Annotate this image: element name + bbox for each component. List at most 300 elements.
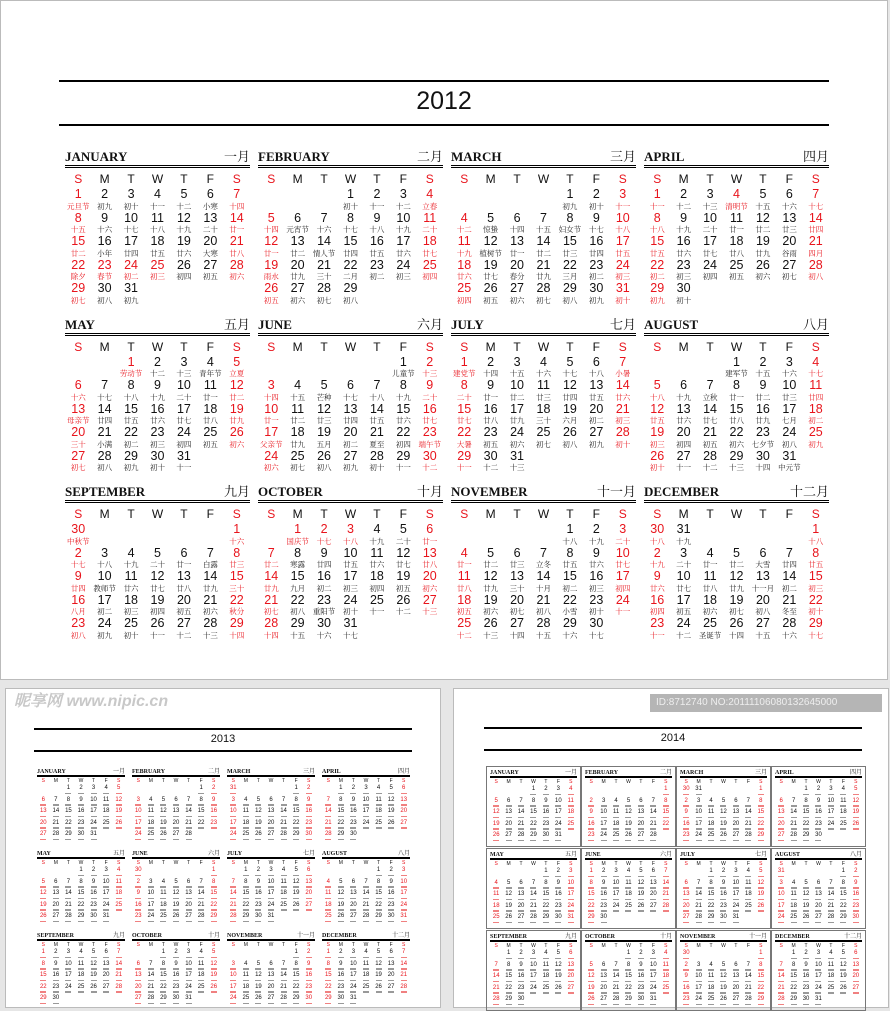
day-cell bbox=[277, 820, 290, 832]
lunar-mark bbox=[186, 839, 192, 841]
lunar-date: 小年 bbox=[97, 248, 113, 258]
weekday-label: M bbox=[485, 507, 496, 521]
lunar-mark bbox=[663, 958, 669, 960]
day-cell bbox=[515, 903, 527, 915]
day-number: 7 bbox=[746, 797, 751, 804]
lunar-date: 廿五 bbox=[369, 416, 385, 425]
day-number: 10 bbox=[782, 378, 797, 392]
lunar-date: 教师节 bbox=[93, 583, 116, 593]
id-watermark: ID:8712740 NO:20111106080132645000 bbox=[650, 694, 882, 712]
day-number: 23 bbox=[650, 616, 665, 630]
day-cell bbox=[171, 547, 197, 571]
day-number: 28 bbox=[185, 831, 192, 837]
lunar-mark bbox=[40, 968, 46, 970]
lunar-date: 二十 bbox=[702, 225, 718, 234]
day-cell bbox=[451, 594, 477, 618]
day-cell bbox=[515, 985, 527, 997]
day-cell bbox=[385, 972, 398, 984]
day-number: 6 bbox=[307, 867, 311, 873]
day-number: 19 bbox=[337, 901, 345, 908]
weekday-label: S bbox=[212, 942, 216, 948]
day-cell bbox=[144, 356, 170, 380]
lunar-date: 初六 bbox=[229, 272, 245, 281]
weekday-label: T bbox=[320, 507, 328, 521]
lunar-mark bbox=[230, 991, 236, 993]
day-number: 11 bbox=[493, 891, 500, 897]
lunar-mark bbox=[758, 794, 764, 796]
day-number: 24 bbox=[90, 819, 97, 826]
day-cell bbox=[583, 212, 609, 236]
lunar-date: 初十 bbox=[369, 463, 385, 472]
day-cell bbox=[504, 259, 530, 283]
day-cell bbox=[118, 547, 144, 571]
day-number: 19 bbox=[150, 592, 165, 607]
lunar-date: 初九 bbox=[588, 439, 604, 449]
day-number: 22 bbox=[343, 257, 358, 272]
day-number: 7 bbox=[402, 949, 406, 955]
day-number: 19 bbox=[90, 972, 97, 978]
lunar-date: 初七 bbox=[535, 295, 551, 305]
day-number: 24 bbox=[703, 257, 718, 272]
weekday-label: F bbox=[592, 172, 601, 186]
day-number: 4 bbox=[812, 354, 820, 369]
lunar-mark bbox=[306, 793, 312, 795]
lunar-date: 白露 bbox=[202, 560, 218, 569]
lunar-mark bbox=[103, 991, 109, 993]
day-cell bbox=[803, 188, 829, 212]
weekday-label: T bbox=[513, 339, 521, 354]
day-cell bbox=[692, 809, 704, 821]
day-cell bbox=[322, 972, 335, 984]
day-cell bbox=[207, 984, 220, 996]
day-number: 18 bbox=[324, 901, 332, 908]
weekday-label: W bbox=[363, 860, 369, 866]
day-number: 20 bbox=[852, 973, 860, 979]
day-cell bbox=[258, 212, 284, 236]
weekday-label: T bbox=[351, 860, 355, 866]
day-number: 6 bbox=[426, 522, 434, 536]
lunar-date: 廿八 bbox=[728, 416, 744, 425]
weekday-label: T bbox=[734, 779, 738, 785]
day-number: 17 bbox=[676, 592, 691, 607]
day-number: 29 bbox=[707, 914, 715, 920]
lunar-mark bbox=[625, 817, 631, 819]
empty-cell bbox=[776, 282, 802, 306]
day-number: 4 bbox=[161, 878, 166, 885]
lunar-mark bbox=[758, 969, 764, 971]
day-number: 12 bbox=[505, 891, 512, 897]
empty-cell bbox=[385, 831, 398, 843]
month-header bbox=[585, 933, 672, 942]
day-cell bbox=[610, 798, 622, 810]
lunar-mark bbox=[601, 910, 607, 912]
day-number: 15 bbox=[160, 972, 167, 978]
day-cell bbox=[723, 188, 749, 212]
day-cell bbox=[100, 890, 113, 902]
lunar-mark bbox=[53, 968, 59, 970]
lunar-mark bbox=[186, 980, 192, 982]
lunar-mark bbox=[293, 957, 299, 959]
day-cell bbox=[265, 890, 278, 902]
lunar-mark bbox=[803, 958, 809, 960]
day-cell bbox=[258, 282, 284, 306]
day-number: 8 bbox=[841, 879, 846, 886]
weekday-label: T bbox=[282, 778, 286, 784]
day-number: 8 bbox=[233, 545, 241, 560]
weekday-label: T bbox=[282, 942, 286, 948]
day-number: 7 bbox=[494, 961, 498, 968]
day-number: 12 bbox=[483, 569, 498, 583]
day-number: 21 bbox=[52, 819, 60, 826]
lunar-date: 初六 bbox=[702, 607, 718, 616]
day-cell bbox=[585, 891, 597, 903]
lunar-date: 十六 bbox=[316, 225, 332, 234]
day-number: 4 bbox=[829, 950, 833, 956]
day-cell bbox=[775, 996, 787, 1008]
day-cell bbox=[742, 903, 754, 915]
day-cell bbox=[552, 832, 564, 844]
day-cell bbox=[585, 809, 597, 821]
day-number: 8 bbox=[399, 378, 407, 392]
lunar-mark bbox=[758, 899, 764, 901]
day-number: 19 bbox=[562, 401, 577, 416]
lunar-mark bbox=[555, 981, 561, 983]
weekday-label: T bbox=[734, 943, 738, 949]
lunar-mark bbox=[160, 1003, 166, 1005]
day-number: 26 bbox=[483, 281, 498, 295]
day-cell bbox=[850, 821, 862, 833]
lunar-mark bbox=[530, 805, 536, 807]
day-number: 18 bbox=[77, 972, 85, 978]
day-cell bbox=[850, 962, 862, 974]
day-cell bbox=[850, 880, 862, 892]
day-number: 1 bbox=[294, 522, 302, 536]
day-cell bbox=[490, 798, 502, 810]
day-cell bbox=[597, 880, 609, 892]
empty-cell bbox=[277, 785, 290, 797]
day-number: 29 bbox=[650, 281, 665, 295]
lunar-mark bbox=[650, 876, 656, 878]
day-cell bbox=[775, 962, 787, 974]
day-number: 29 bbox=[505, 996, 512, 1002]
day-grid bbox=[680, 950, 767, 1008]
day-number: 17 bbox=[267, 890, 275, 896]
lunar-date: 初五 bbox=[483, 295, 499, 305]
lunar-mark bbox=[325, 991, 331, 993]
lunar-mark bbox=[613, 910, 619, 912]
month-header bbox=[132, 768, 220, 777]
lunar-date: 廿二 bbox=[535, 248, 551, 258]
day-cell bbox=[360, 984, 373, 996]
lunar-mark bbox=[338, 804, 344, 806]
weekday-label: W bbox=[268, 942, 274, 948]
lunar-date: 十三 bbox=[509, 463, 525, 472]
weekday-label: T bbox=[66, 942, 70, 948]
day-cell bbox=[37, 972, 50, 984]
day-number: 1 bbox=[759, 950, 763, 956]
day-number: 3 bbox=[66, 949, 71, 955]
weekday-row bbox=[65, 336, 250, 356]
day-number: 20 bbox=[510, 592, 525, 607]
day-cell bbox=[660, 891, 672, 903]
weekday-row bbox=[451, 336, 636, 356]
month-name: DECEMBER bbox=[775, 934, 810, 940]
day-cell bbox=[182, 984, 195, 996]
day-cell bbox=[755, 868, 767, 880]
month-chinese-name: 十月 bbox=[207, 933, 220, 939]
day-number: 26 bbox=[210, 983, 218, 990]
lunar-mark bbox=[65, 968, 71, 970]
lunar-mark bbox=[293, 898, 299, 900]
day-cell bbox=[100, 785, 113, 797]
day-number: 24 bbox=[147, 913, 155, 919]
lunar-date: 除夕 bbox=[70, 272, 86, 281]
day-number: 6 bbox=[734, 797, 738, 804]
lunar-mark bbox=[376, 898, 382, 900]
day-number: 26 bbox=[292, 901, 300, 908]
weekday-row bbox=[490, 860, 577, 868]
day-cell bbox=[224, 403, 250, 427]
day-cell bbox=[337, 259, 363, 283]
lunar-mark bbox=[683, 887, 689, 889]
weekday-label: S bbox=[684, 943, 688, 949]
lunar-mark bbox=[543, 817, 549, 819]
day-number: 24 bbox=[134, 831, 142, 837]
day-cell bbox=[825, 821, 837, 833]
lunar-date: 廿四 bbox=[342, 248, 358, 258]
day-number: 18 bbox=[703, 592, 718, 607]
lunar-mark bbox=[281, 804, 287, 806]
day-cell bbox=[240, 808, 253, 820]
weekday-label: F bbox=[206, 507, 215, 521]
day-cell bbox=[397, 913, 410, 925]
day-number: 26 bbox=[483, 616, 498, 630]
lunar-mark bbox=[135, 968, 141, 970]
lunar-mark bbox=[186, 804, 192, 806]
day-cell bbox=[347, 984, 360, 996]
lunar-mark bbox=[708, 922, 714, 924]
day-number: 19 bbox=[555, 973, 562, 979]
day-number: 20 bbox=[732, 984, 740, 991]
day-cell bbox=[390, 570, 416, 594]
empty-cell bbox=[800, 868, 812, 880]
lunar-mark bbox=[281, 886, 287, 888]
day-cell bbox=[87, 890, 100, 902]
empty-cell bbox=[277, 949, 290, 961]
day-number: 11 bbox=[707, 809, 715, 815]
day-number: 29 bbox=[729, 448, 744, 463]
day-cell bbox=[347, 797, 360, 809]
day-number: 12 bbox=[720, 973, 727, 979]
weekday-row bbox=[585, 860, 672, 868]
day-cell bbox=[610, 821, 622, 833]
day-cell bbox=[742, 821, 754, 833]
day-cell bbox=[530, 235, 556, 259]
day-cell bbox=[776, 570, 802, 594]
month-december bbox=[644, 485, 829, 641]
empty-cell bbox=[750, 523, 776, 547]
day-number: 12 bbox=[555, 961, 562, 968]
day-number: 28 bbox=[745, 996, 752, 1002]
lunar-mark bbox=[828, 992, 834, 994]
day-cell bbox=[290, 785, 303, 797]
day-number: 28 bbox=[65, 913, 72, 919]
lunar-mark bbox=[230, 816, 236, 818]
lunar-mark bbox=[211, 957, 217, 959]
day-cell bbox=[100, 961, 113, 973]
day-number: 20 bbox=[600, 984, 607, 991]
day-grid bbox=[322, 785, 410, 843]
day-cell bbox=[337, 188, 363, 212]
weekday-label: W bbox=[537, 507, 550, 521]
lunar-date: 十八 bbox=[97, 560, 113, 569]
day-cell bbox=[335, 902, 348, 914]
lunar-mark bbox=[306, 816, 312, 818]
empty-cell bbox=[322, 867, 335, 879]
empty-cell bbox=[284, 356, 310, 380]
day-number: 4 bbox=[244, 960, 248, 967]
day-number: 30 bbox=[483, 448, 498, 463]
day-cell bbox=[277, 831, 290, 843]
month-name: DECEMBER bbox=[322, 933, 357, 939]
lunar-mark bbox=[518, 910, 524, 912]
lunar-date: 十一 bbox=[176, 463, 192, 472]
weekday-label: S bbox=[589, 861, 593, 867]
lunar-mark bbox=[338, 816, 344, 818]
empty-cell bbox=[610, 450, 636, 474]
day-cell bbox=[182, 995, 195, 1007]
day-number: 29 bbox=[530, 832, 537, 838]
day-cell bbox=[91, 547, 117, 571]
empty-cell bbox=[360, 867, 373, 879]
day-number: 7 bbox=[664, 868, 668, 874]
day-cell bbox=[647, 973, 659, 985]
day-cell bbox=[100, 949, 113, 961]
day-number: 11 bbox=[198, 960, 205, 967]
day-number: 21 bbox=[536, 257, 551, 272]
empty-cell bbox=[157, 867, 170, 879]
day-cell bbox=[660, 950, 672, 962]
day-cell bbox=[170, 961, 183, 973]
day-cell bbox=[750, 259, 776, 283]
lunar-date: 初四 bbox=[369, 583, 385, 593]
lunar-mark bbox=[758, 981, 764, 983]
day-cell bbox=[705, 985, 717, 997]
day-cell bbox=[417, 403, 443, 427]
weekday-row bbox=[775, 860, 862, 868]
day-cell bbox=[565, 809, 577, 821]
month-august bbox=[771, 848, 866, 929]
day-number: 8 bbox=[66, 796, 71, 803]
lunar-mark bbox=[363, 898, 369, 900]
lunar-date: 三十 bbox=[535, 416, 551, 425]
day-number: 28 bbox=[147, 995, 155, 1001]
lunar-date: 立夏 bbox=[229, 369, 245, 378]
empty-cell bbox=[62, 995, 75, 1007]
lunar-mark bbox=[663, 910, 669, 912]
day-number: 13 bbox=[732, 973, 740, 979]
day-cell bbox=[644, 235, 670, 259]
lunar-date: 四月 bbox=[808, 248, 824, 258]
day-cell bbox=[118, 188, 144, 212]
day-number: 13 bbox=[305, 878, 313, 885]
day-cell bbox=[825, 962, 837, 974]
day-cell bbox=[775, 903, 787, 915]
day-number: 3 bbox=[531, 950, 536, 956]
day-cell bbox=[647, 832, 659, 844]
day-cell bbox=[670, 547, 696, 571]
lunar-mark bbox=[588, 887, 594, 889]
day-cell bbox=[850, 950, 862, 962]
weekday-label: F bbox=[785, 339, 794, 354]
empty-cell bbox=[697, 356, 723, 380]
day-number: 12 bbox=[755, 210, 770, 225]
lunar-date: 廿七 bbox=[422, 416, 438, 425]
empty-cell bbox=[91, 356, 117, 380]
lunar-date: 三十 bbox=[316, 272, 332, 281]
day-number: 18 bbox=[375, 808, 382, 814]
day-number: 15 bbox=[457, 401, 472, 416]
month-chinese-name: 六月 bbox=[416, 316, 443, 332]
empty-cell bbox=[197, 450, 223, 474]
day-number: 8 bbox=[376, 878, 381, 885]
weekday-label: S bbox=[618, 172, 627, 186]
day-grid bbox=[132, 867, 220, 925]
day-number: 2 bbox=[320, 522, 328, 536]
lunar-mark bbox=[815, 910, 821, 912]
lunar-mark bbox=[601, 817, 607, 819]
day-cell bbox=[583, 617, 609, 641]
weekday-label: S bbox=[117, 860, 121, 866]
lunar-mark bbox=[230, 886, 236, 888]
day-number: 14 bbox=[517, 809, 525, 815]
day-number: 22 bbox=[625, 984, 632, 991]
lunar-date: 廿九 bbox=[483, 583, 499, 593]
lunar-date: 初五 bbox=[395, 583, 411, 593]
day-cell bbox=[775, 973, 787, 985]
month-header bbox=[644, 150, 829, 168]
day-number: 5 bbox=[759, 187, 767, 201]
lunar-mark bbox=[363, 827, 369, 829]
day-number: 13 bbox=[343, 401, 358, 416]
day-cell bbox=[397, 961, 410, 973]
day-cell bbox=[322, 961, 335, 973]
lunar-mark bbox=[325, 957, 331, 959]
day-number: 22 bbox=[292, 983, 300, 990]
weekday-label: M bbox=[243, 860, 248, 866]
day-number: 2 bbox=[487, 354, 495, 369]
day-number: 9 bbox=[487, 378, 495, 392]
day-number: 4 bbox=[79, 949, 83, 955]
day-number: 28 bbox=[827, 914, 835, 920]
day-number: 9 bbox=[74, 569, 82, 583]
weekday-label: F bbox=[746, 943, 750, 949]
empty-cell bbox=[195, 831, 208, 843]
day-number: 18 bbox=[827, 973, 835, 979]
day-cell bbox=[755, 880, 767, 892]
day-cell bbox=[207, 890, 220, 902]
day-number: 26 bbox=[39, 913, 47, 919]
day-number: 10 bbox=[777, 891, 785, 897]
weekday-label: S bbox=[589, 779, 593, 785]
day-cell bbox=[91, 570, 117, 594]
empty-cell bbox=[647, 914, 659, 926]
lunar-date: 初三 bbox=[676, 272, 692, 281]
day-cell bbox=[850, 809, 862, 821]
day-number: 6 bbox=[639, 797, 643, 804]
weekday-label: S bbox=[425, 507, 434, 521]
lunar-mark bbox=[325, 886, 331, 888]
